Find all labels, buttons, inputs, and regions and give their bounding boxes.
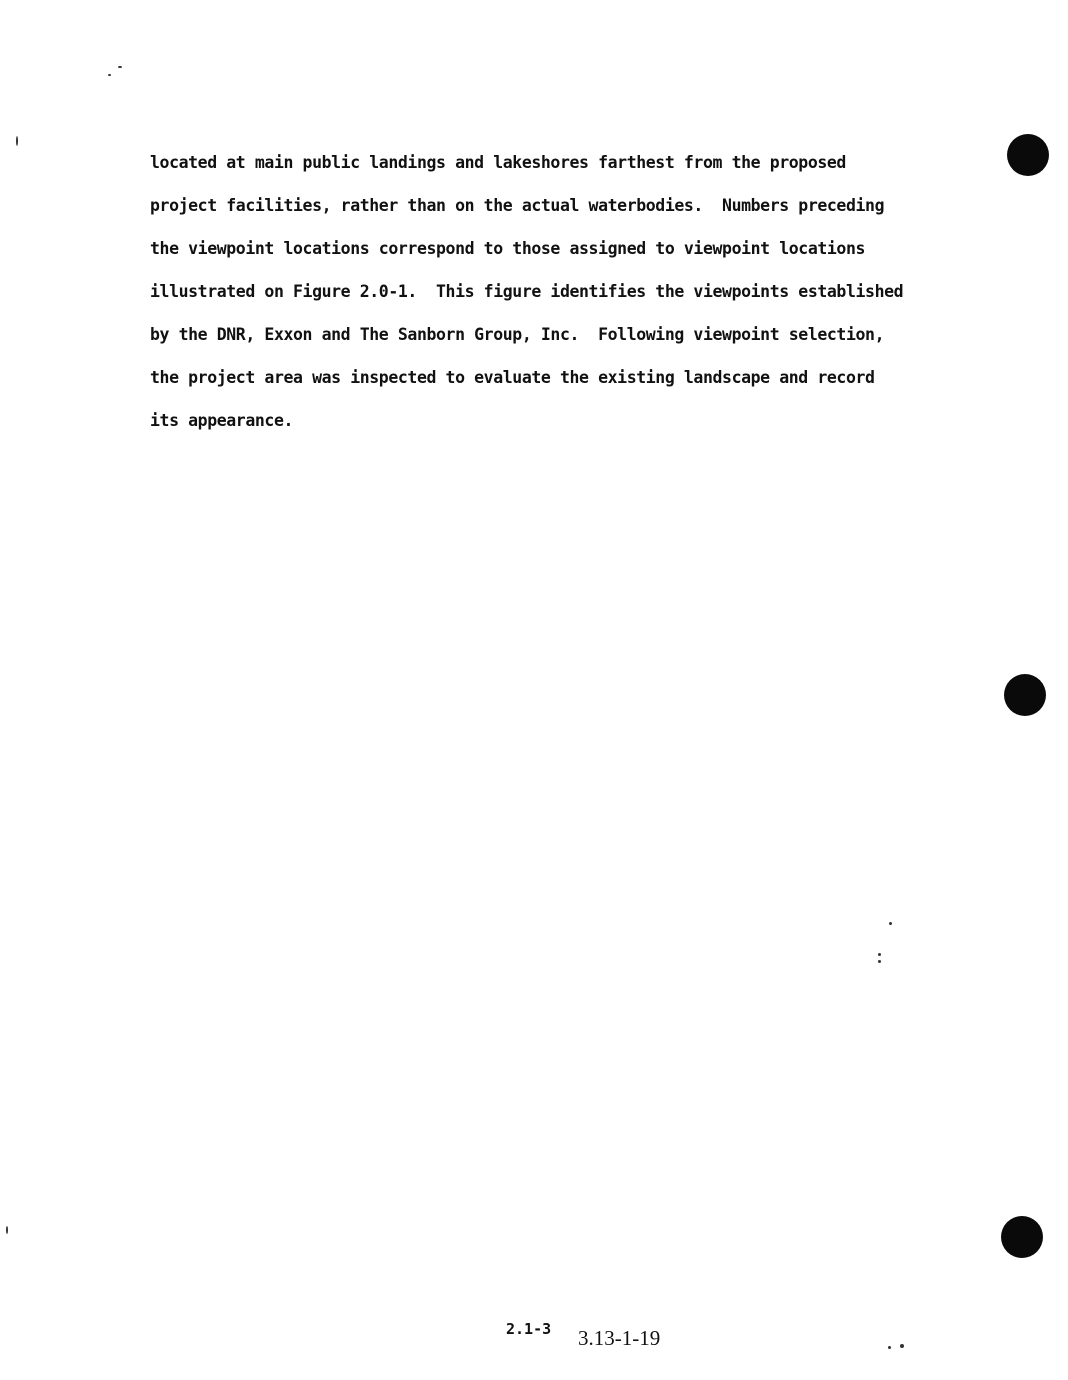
- scan-speck: [16, 136, 18, 146]
- paragraph-line: by the DNR, Exxon and The Sanborn Group, Inc. Following viewpoint selection,: [150, 325, 885, 344]
- paragraph-line: located at main public landings and lakeshores farthest from the proposed: [150, 153, 846, 172]
- paragraph-line: illustrated on Figure 2.0-1. This figure identifies the viewpoints established: [150, 282, 904, 301]
- paragraph-line: its appearance.: [150, 411, 294, 430]
- binder-punch-hole-middle: [1004, 674, 1046, 716]
- paragraph-line: the project area was inspected to evaluate the existing landscape and record: [150, 368, 875, 387]
- scan-speck: [118, 66, 122, 68]
- scan-speck: [900, 1344, 904, 1348]
- scan-speck: [889, 922, 892, 925]
- paragraph-line: the viewpoint locations correspond to those assigned to viewpoint locations: [150, 239, 866, 258]
- paragraph-line: project facilities, rather than on the actual waterbodies. Numbers preceding: [150, 196, 885, 215]
- scan-speck: [108, 74, 111, 76]
- body-paragraph: [150, 147, 1020, 448]
- scan-speck: [878, 960, 881, 963]
- scan-speck: [888, 1346, 891, 1349]
- page-number: 2.1-3: [506, 1320, 552, 1338]
- binder-punch-hole-bottom: [1001, 1216, 1043, 1258]
- scan-speck: [878, 953, 881, 956]
- document-number: 3.13-1-19: [578, 1326, 661, 1350]
- scan-speck: [6, 1226, 8, 1234]
- binder-punch-hole-top: [1007, 134, 1049, 176]
